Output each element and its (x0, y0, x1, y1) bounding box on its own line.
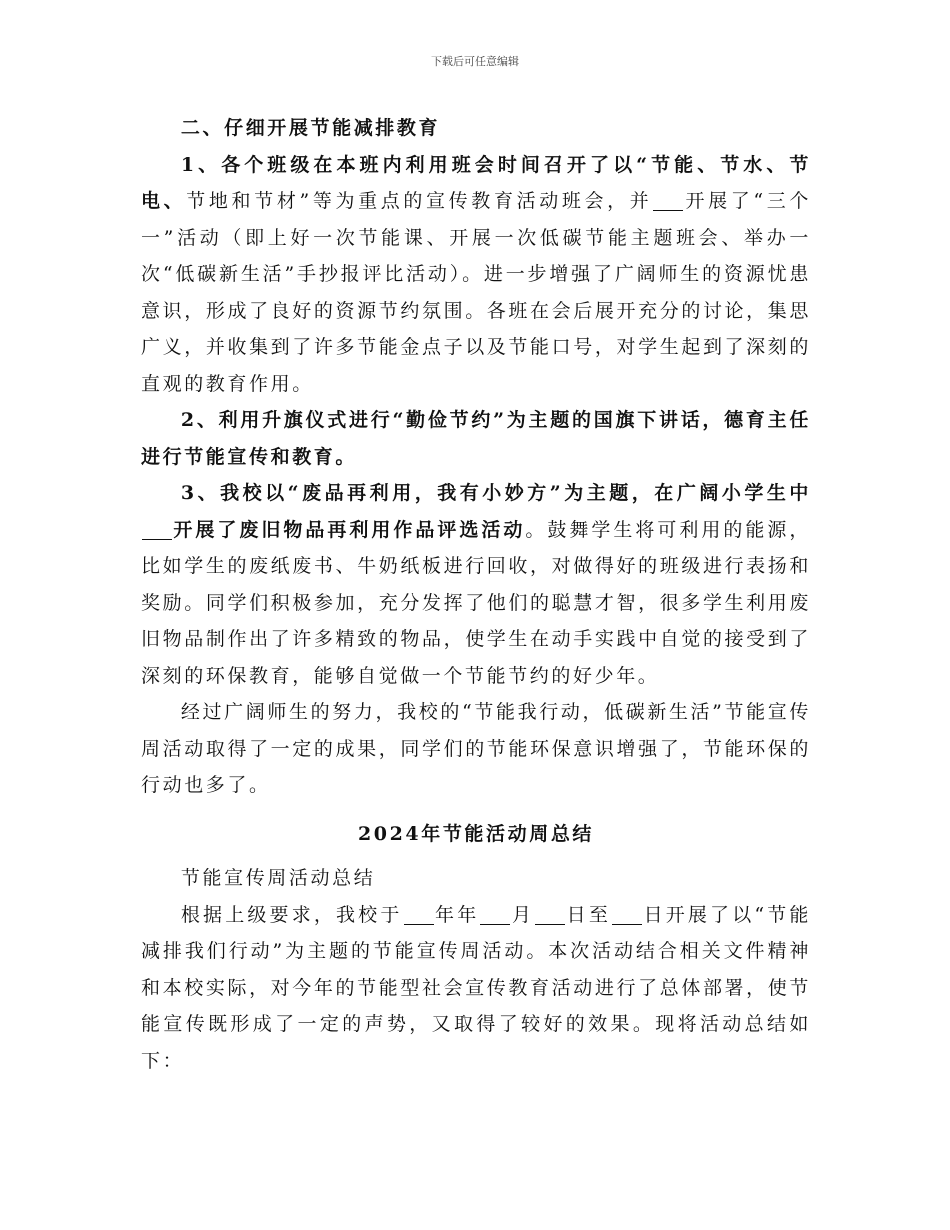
document-title: 2024年节能活动周总结 (357, 822, 595, 845)
paragraph-5-text-a: 根据上级要求，我校于 (180, 903, 403, 926)
paragraph-3-bold-a: 3、我校以“废品再利用，我有小妙方”为主题，在广阔小学生中 (180, 482, 811, 504)
document-body (141, 110, 811, 1079)
paragraph-5-text-e: 日开展了以“节能减排我们行动”为主题的节能宣传周活动。本次活动结合相关文件精神和本校实际，对今年的节能型社会宣传教育活动进行了总体部署，使节能宣传既形成了一定的声势，又取得了较好的效果。现将活动总结如下： (141, 903, 812, 1072)
subtitle: 节能宣传周活动总结 (180, 867, 376, 889)
blank-line (480, 904, 510, 925)
blank-line (142, 519, 172, 540)
paragraph-5-text-b: 年年 (434, 903, 480, 926)
paragraph-1-lead: 1、各个班级在本班内利用班会时间召开了以“节能、节水、节电、 (141, 153, 811, 212)
paragraph-2: 2、利用升旗仪式进行“勤俭节约”为主题的国旗下讲话，德育主任进行节能宣传和教育。 (141, 409, 811, 468)
blank-line (535, 904, 565, 925)
paragraph-4: 经过广阔师生的努力，我校的“节能我行动，低碳新生活”节能宣传周活动取得了一定的成果，同学们的节能环保意识增强了，节能环保的行动也多了。 (141, 701, 811, 796)
paragraph-1-text-a: 节地和节材”等为重点的宣传教育活动班会，并 (186, 190, 653, 212)
paragraph-3-bold-b: 开展了废旧物品再利用作品评选活动 (173, 518, 526, 541)
paragraph-3-rest: 。鼓舞学生将可利用的能源，比如学生的废纸废书、牛奶纸板进行回收，对做得好的班级进行表扬和奖励。同学们积极参加，充分发挥了他们的聪慧才智，很多学生利用废旧物品制作出了许多精致的物品，使学生在动手实践中自觉的接受到了深刻的环保教育，能够自觉做一个节能节约的好少年。 (141, 518, 811, 687)
section-heading: 二、仔细开展节能减排教育 (180, 117, 441, 139)
blank-line (404, 904, 434, 925)
paragraph-1-text-b: 开展了“三个一”活动（即上好一次节能课、开展一次低碳节能主题班会、举办一次“低碳新生活”手抄报评比活动）。进一步增强了广阔师生的资源忧患意识，形成了良好的资源节约氛围。各班在会后展开充分的讨论，集思广义，并收集到了许多节能金点子以及节能口号，对学生起到了深刻的直观的教育作用。 (141, 190, 811, 395)
paragraph-1 (141, 147, 811, 403)
paragraph-5-text-c: 月 (511, 903, 535, 926)
blank-line (612, 904, 642, 925)
paragraph-5-text-d: 日至 (566, 903, 612, 926)
blank-line (653, 190, 683, 211)
paragraph-3 (141, 475, 811, 694)
paragraph-5 (141, 897, 811, 1080)
page-header: 下载后可任意编辑 (431, 55, 519, 68)
